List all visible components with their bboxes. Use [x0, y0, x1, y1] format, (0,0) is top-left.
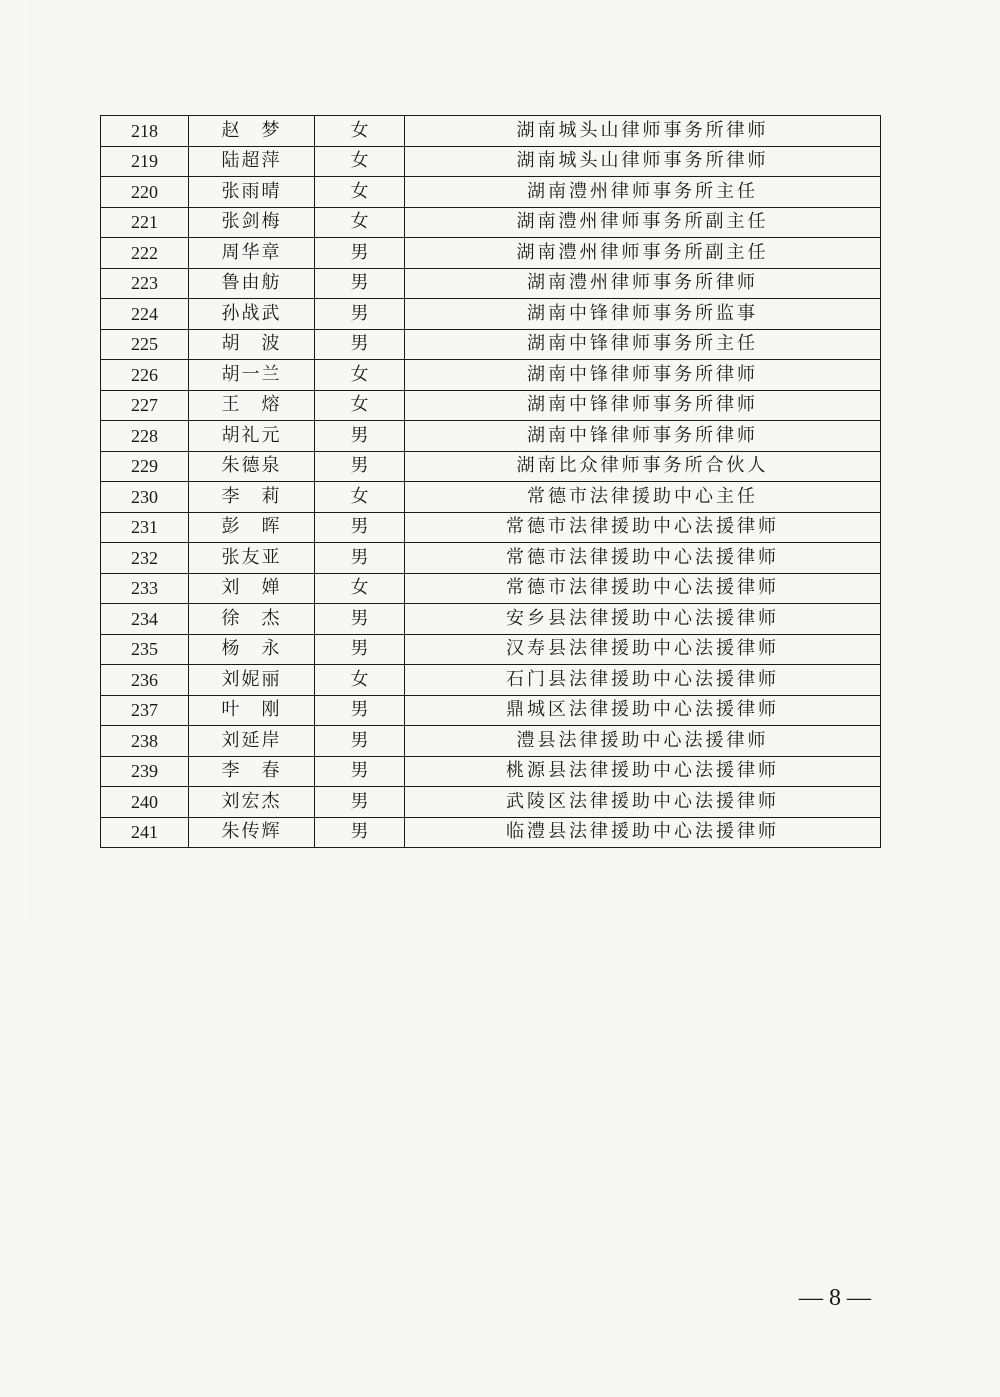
gender-cell: 男: [315, 238, 405, 269]
name-cell: 胡一兰: [189, 360, 315, 391]
gender-cell: 男: [315, 543, 405, 574]
name-cell: 周华章: [189, 238, 315, 269]
name-cell: 鲁由舫: [189, 268, 315, 299]
table-row: [101, 634, 881, 665]
gender-cell: 女: [315, 573, 405, 604]
roster-table-body: [101, 116, 881, 848]
table-row: [101, 360, 881, 391]
row-number-cell: 219: [101, 146, 189, 177]
table-row: [101, 207, 881, 238]
row-number-cell: 235: [101, 634, 189, 665]
row-number-cell: 230: [101, 482, 189, 513]
name-cell: 李 莉: [189, 482, 315, 513]
name-cell: 刘妮丽: [189, 665, 315, 696]
row-number-cell: 231: [101, 512, 189, 543]
row-number-cell: 232: [101, 543, 189, 574]
table-row: [101, 146, 881, 177]
position-cell: 石门县法律援助中心法援律师: [405, 665, 881, 696]
row-number-cell: 236: [101, 665, 189, 696]
gender-cell: 男: [315, 756, 405, 787]
row-number-cell: 221: [101, 207, 189, 238]
row-number-cell: 233: [101, 573, 189, 604]
row-number-cell: 241: [101, 817, 189, 848]
position-cell: 湖南澧州律师事务所副主任: [405, 207, 881, 238]
name-cell: 张雨晴: [189, 177, 315, 208]
position-cell: 澧县法律援助中心法援律师: [405, 726, 881, 757]
name-cell: 刘 婵: [189, 573, 315, 604]
row-number-cell: 226: [101, 360, 189, 391]
position-cell: 临澧县法律援助中心法援律师: [405, 817, 881, 848]
name-cell: 叶 刚: [189, 695, 315, 726]
roster-table: [100, 115, 881, 848]
gender-cell: 女: [315, 360, 405, 391]
gender-cell: 女: [315, 482, 405, 513]
position-cell: 安乡县法律援助中心法援律师: [405, 604, 881, 635]
table-row: [101, 573, 881, 604]
gender-cell: 男: [315, 268, 405, 299]
position-cell: 湖南中锋律师事务所律师: [405, 421, 881, 452]
row-number-cell: 222: [101, 238, 189, 269]
gender-cell: 男: [315, 817, 405, 848]
position-cell: 常德市法律援助中心法援律师: [405, 573, 881, 604]
name-cell: 王 熔: [189, 390, 315, 421]
position-cell: 常德市法律援助中心法援律师: [405, 512, 881, 543]
table-row: [101, 756, 881, 787]
gender-cell: 男: [315, 329, 405, 360]
table-row: [101, 543, 881, 574]
name-cell: 朱德泉: [189, 451, 315, 482]
name-cell: 李 春: [189, 756, 315, 787]
name-cell: 胡 波: [189, 329, 315, 360]
table-row: [101, 116, 881, 147]
table-row: [101, 238, 881, 269]
table-row: [101, 817, 881, 848]
table-row: [101, 482, 881, 513]
table-row: [101, 421, 881, 452]
row-number-cell: 237: [101, 695, 189, 726]
position-cell: 常德市法律援助中心主任: [405, 482, 881, 513]
position-cell: 湖南澧州律师事务所副主任: [405, 238, 881, 269]
row-number-cell: 218: [101, 116, 189, 147]
name-cell: 朱传辉: [189, 817, 315, 848]
position-cell: 武陵区法律援助中心法援律师: [405, 787, 881, 818]
name-cell: 徐 杰: [189, 604, 315, 635]
gender-cell: 女: [315, 146, 405, 177]
gender-cell: 女: [315, 390, 405, 421]
name-cell: 张剑梅: [189, 207, 315, 238]
gender-cell: 女: [315, 116, 405, 147]
gender-cell: 男: [315, 451, 405, 482]
name-cell: 胡礼元: [189, 421, 315, 452]
name-cell: 杨 永: [189, 634, 315, 665]
table-row: [101, 695, 881, 726]
position-cell: 湖南城头山律师事务所律师: [405, 116, 881, 147]
gender-cell: 男: [315, 421, 405, 452]
gender-cell: 男: [315, 726, 405, 757]
table-row: [101, 451, 881, 482]
position-cell: 湖南中锋律师事务所监事: [405, 299, 881, 330]
gender-cell: 女: [315, 665, 405, 696]
row-number-cell: 224: [101, 299, 189, 330]
gender-cell: 男: [315, 787, 405, 818]
gender-cell: 女: [315, 177, 405, 208]
position-cell: 湖南中锋律师事务所律师: [405, 360, 881, 391]
row-number-cell: 238: [101, 726, 189, 757]
table-row: [101, 512, 881, 543]
name-cell: 张友亚: [189, 543, 315, 574]
table-row: [101, 390, 881, 421]
position-cell: 湖南澧州律师事务所律师: [405, 268, 881, 299]
position-cell: 湖南澧州律师事务所主任: [405, 177, 881, 208]
gender-cell: 男: [315, 634, 405, 665]
position-cell: 湖南中锋律师事务所律师: [405, 390, 881, 421]
row-number-cell: 220: [101, 177, 189, 208]
table-row: [101, 726, 881, 757]
table-row: [101, 299, 881, 330]
position-cell: 湖南比众律师事务所合伙人: [405, 451, 881, 482]
gender-cell: 女: [315, 207, 405, 238]
page-number: — 8 —: [799, 1285, 871, 1311]
row-number-cell: 229: [101, 451, 189, 482]
table-row: [101, 665, 881, 696]
table-row: [101, 329, 881, 360]
page-edge-shadow: [30, 0, 31, 1397]
row-number-cell: 239: [101, 756, 189, 787]
name-cell: 刘延岸: [189, 726, 315, 757]
position-cell: 鼎城区法律援助中心法援律师: [405, 695, 881, 726]
position-cell: 常德市法律援助中心法援律师: [405, 543, 881, 574]
row-number-cell: 234: [101, 604, 189, 635]
position-cell: 桃源县法律援助中心法援律师: [405, 756, 881, 787]
name-cell: 孙战武: [189, 299, 315, 330]
gender-cell: 男: [315, 695, 405, 726]
name-cell: 陆超萍: [189, 146, 315, 177]
gender-cell: 男: [315, 512, 405, 543]
position-cell: 湖南中锋律师事务所主任: [405, 329, 881, 360]
gender-cell: 男: [315, 299, 405, 330]
name-cell: 彭 晖: [189, 512, 315, 543]
gender-cell: 男: [315, 604, 405, 635]
table-row: [101, 787, 881, 818]
row-number-cell: 240: [101, 787, 189, 818]
row-number-cell: 223: [101, 268, 189, 299]
row-number-cell: 225: [101, 329, 189, 360]
name-cell: 刘宏杰: [189, 787, 315, 818]
table-row: [101, 177, 881, 208]
name-cell: 赵 梦: [189, 116, 315, 147]
row-number-cell: 227: [101, 390, 189, 421]
table-row: [101, 604, 881, 635]
table-row: [101, 268, 881, 299]
position-cell: 湖南城头山律师事务所律师: [405, 146, 881, 177]
position-cell: 汉寿县法律援助中心法援律师: [405, 634, 881, 665]
row-number-cell: 228: [101, 421, 189, 452]
